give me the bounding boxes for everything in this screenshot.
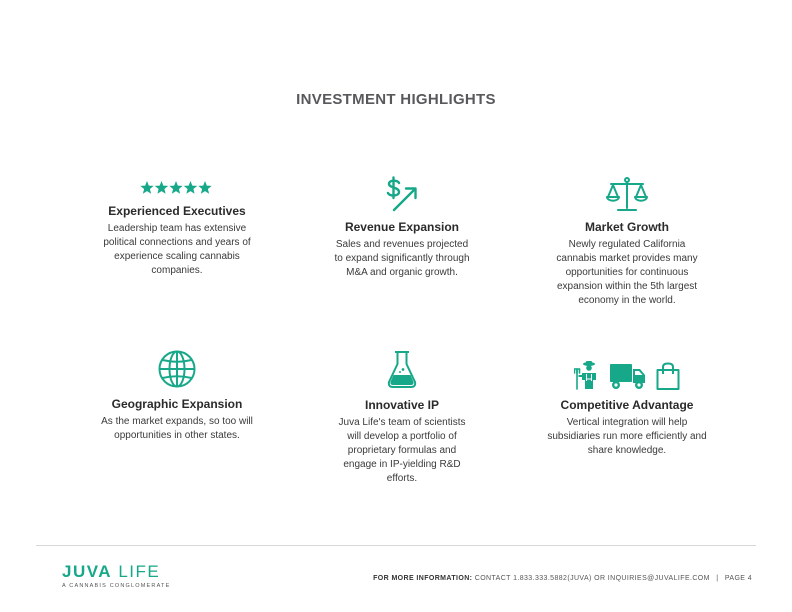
highlight-heading: Market Growth <box>584 220 669 234</box>
globe-icon <box>157 349 197 389</box>
highlight-card-revenue-expansion <box>312 172 492 280</box>
icon-container <box>87 349 267 389</box>
logo-word-juva: JUVA <box>62 562 113 581</box>
highlight-heading: Experienced Executives <box>108 204 246 218</box>
shopping-bag-icon <box>656 362 680 390</box>
footer-separator: | <box>716 575 719 582</box>
logo-tagline: A CANNABIS CONGLOMERATE <box>62 583 171 589</box>
footer-divider <box>36 545 756 546</box>
delivery-truck-icon <box>610 364 646 390</box>
page-number: PAGE 4 <box>724 575 752 582</box>
icon-container <box>312 350 492 390</box>
logo-word-life: LIFE <box>118 562 161 581</box>
footer-contact-text: CONTACT 1.833.333.5882(JUVA) OR INQUIRIES@JUVALIFE.COM <box>474 575 710 582</box>
five-stars-icon <box>140 180 214 196</box>
footer-contact <box>373 575 752 582</box>
highlight-body: Leadership team has extensive political connections and years of experience scaling cannabis companies. <box>103 223 251 276</box>
highlight-heading: Innovative IP <box>364 398 440 412</box>
highlight-card-geographic-expansion <box>87 349 267 443</box>
highlight-card-experienced-executives <box>87 156 267 278</box>
highlight-card-competitive-advantage <box>537 350 717 458</box>
dollar-growth-icon <box>385 176 419 212</box>
farmer-icon <box>574 360 600 390</box>
logo-wordmark <box>62 563 171 581</box>
balance-scale-icon <box>606 176 648 212</box>
highlight-body: As the market expands, so too will opportunities in other states. <box>101 416 253 441</box>
icon-container <box>312 172 492 212</box>
highlight-card-market-growth <box>537 172 717 308</box>
icon-container <box>537 350 717 390</box>
flask-icon <box>386 350 418 390</box>
icon-container <box>87 156 267 196</box>
highlight-heading: Geographic Expansion <box>111 397 243 411</box>
footer-label: FOR MORE INFORMATION: <box>373 575 473 582</box>
highlight-heading: Revenue Expansion <box>344 220 460 234</box>
highlight-body: Sales and revenues projected to expand significantly through M&A and organic growth. <box>334 239 470 278</box>
highlight-body: Vertical integration will help subsidiaries run more efficiently and share knowledge. <box>547 417 707 456</box>
highlight-body: Juva Life's team of scientists will develop a portfolio of proprietary formulas and engage in IP-yielding R&D efforts. <box>338 417 466 484</box>
juva-life-logo <box>62 563 171 589</box>
icon-container <box>537 172 717 212</box>
highlight-heading: Competitive Advantage <box>560 398 694 412</box>
highlight-body: Newly regulated California cannabis market provides many opportunities for continuous expansion within the 5th largest economy in the world. <box>556 239 698 306</box>
page-title: INVESTMENT HIGHLIGHTS <box>296 91 496 108</box>
highlight-card-innovative-ip <box>312 350 492 486</box>
